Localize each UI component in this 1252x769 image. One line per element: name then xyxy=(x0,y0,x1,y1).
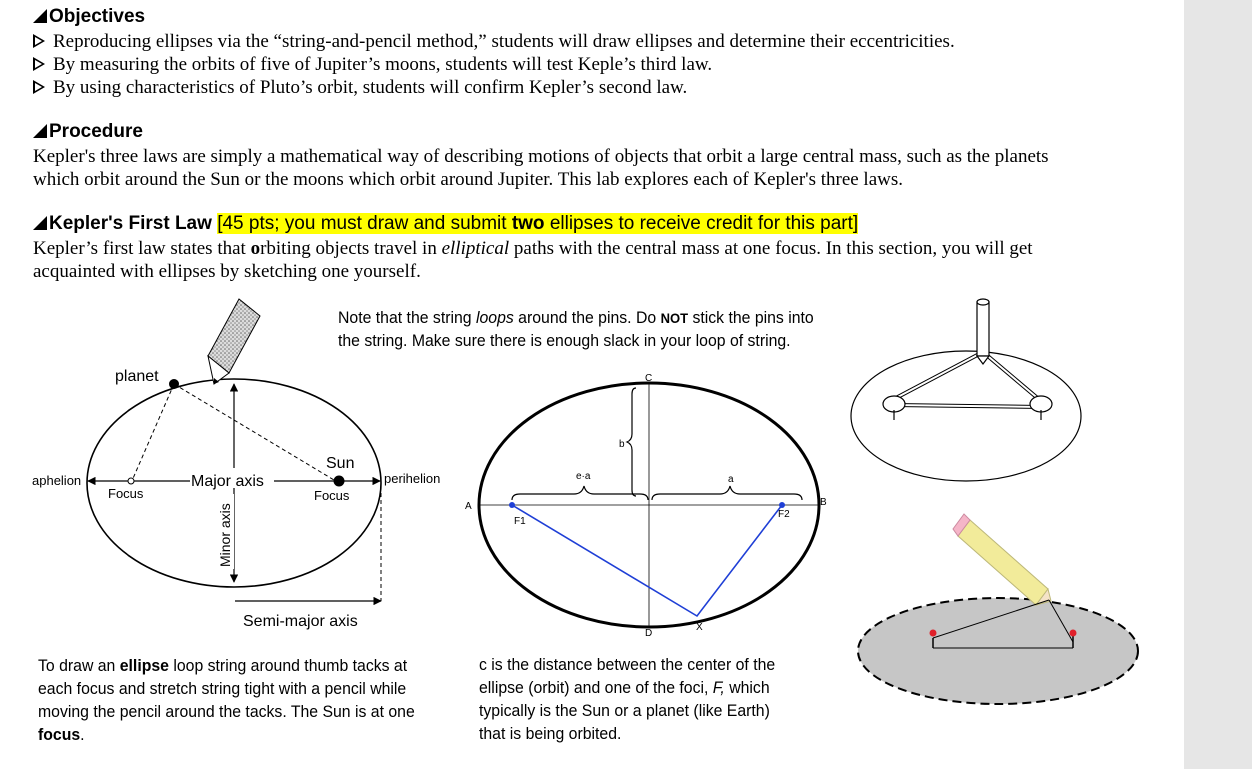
text-run-italic: elliptical xyxy=(441,238,510,259)
first-law-heading xyxy=(33,213,858,235)
caption-right-line xyxy=(479,676,770,699)
text-run: paths with the central mass at one focus. In this section, you will get xyxy=(509,238,1033,259)
caption-right-line: c is the distance between the center of the xyxy=(479,655,776,674)
label-a: a xyxy=(728,474,734,485)
label-ea: e·a xyxy=(576,471,591,482)
heading-triangle-icon xyxy=(33,216,47,230)
caption-left-line xyxy=(38,654,407,677)
text-run-bold: focus xyxy=(38,725,81,744)
caption-left-line xyxy=(38,723,85,746)
pencil-icon xyxy=(953,514,1051,605)
first-law-line xyxy=(33,237,1033,260)
text-run: rbiting objects travel in xyxy=(260,238,442,259)
caption-left-line: moving the pencil around the tacks. The Sun is at one xyxy=(38,702,415,721)
label-D: D xyxy=(645,628,653,639)
ellipse-parameters-diagram xyxy=(460,366,840,646)
bullet-triangle-icon xyxy=(33,34,45,48)
label-b: b xyxy=(619,439,625,450)
objective-item xyxy=(33,53,712,76)
label-F1: F1 xyxy=(514,516,526,527)
label-c: C xyxy=(645,373,653,384)
label-B: B xyxy=(820,497,827,508)
label-A: A xyxy=(465,501,472,512)
text-run: which xyxy=(724,678,770,697)
focus-f1-point xyxy=(509,502,515,508)
label-perihelion: perihelion xyxy=(384,471,441,486)
text-run: ellipse (orbit) and one of the foci, xyxy=(479,678,713,697)
objective-item xyxy=(33,30,955,53)
pencil-drawing-illustration xyxy=(856,505,1146,715)
label-aphelion: aphelion xyxy=(32,473,82,488)
label-planet: planet xyxy=(115,368,159,385)
label-focus-right: Focus xyxy=(314,488,350,503)
text-run: around the pins. Do xyxy=(513,308,661,327)
text-run: . xyxy=(80,725,85,744)
caption-right-line: typically is the Sun or a planet (like Earth) xyxy=(479,701,770,720)
ellipse-foci-diagram xyxy=(28,296,458,636)
text-run: Note that the string xyxy=(338,308,476,327)
label-minor-axis: Minor axis xyxy=(217,503,233,567)
tack-stand-illustration xyxy=(846,294,1086,484)
text-run-bold: ellipse xyxy=(119,656,169,675)
note-line: the string. Make sure there is enough slack in your loop of string. xyxy=(338,331,791,350)
first-law-heading-text: Kepler's First Law xyxy=(49,213,212,234)
focus-point xyxy=(128,478,134,484)
objective-text: Reproducing ellipses via the “string-and-pencil method,” students will draw ellipses and determine their eccentricities. xyxy=(53,31,955,52)
focus-f2-point xyxy=(779,502,785,508)
text-run: To draw an xyxy=(38,656,120,675)
label-focus-left: Focus xyxy=(108,486,144,501)
text-run: stick the pins into xyxy=(688,308,814,327)
bullet-triangle-icon xyxy=(33,57,45,71)
text-run-italic: loops xyxy=(475,308,514,327)
label-X: X xyxy=(696,622,703,633)
label-major-axis: Major axis xyxy=(191,473,264,490)
objectives-heading-text: Objectives xyxy=(49,6,146,27)
bullet-triangle-icon xyxy=(33,80,45,94)
highlight-bold-text: two xyxy=(511,213,545,234)
pencil-icon xyxy=(208,299,260,384)
objective-item xyxy=(33,76,687,99)
text-run-bold: o xyxy=(250,238,261,259)
objective-text: By measuring the orbits of five of Jupiter’s moons, students will test Keple’s third law. xyxy=(53,54,713,75)
procedure-line: which orbit around the Sun or the moons which orbit around Jupiter. This lab explores each of Kepler's three laws. xyxy=(33,169,904,190)
credit-highlight xyxy=(217,213,858,234)
text-run: Kepler’s first law states that xyxy=(33,238,251,259)
label-semi-major-axis: Semi-major axis xyxy=(243,613,358,630)
first-law-line: acquainted with ellipses by sketching one yourself. xyxy=(33,261,421,282)
text-run-bold: NOT xyxy=(660,310,689,326)
text-run-italic: F, xyxy=(712,678,725,697)
tack-point xyxy=(1070,630,1077,637)
objective-text: By using characteristics of Pluto’s orbit, students will confirm Kepler’s second law. xyxy=(53,77,688,98)
highlight-text: [45 pts; you must draw and submit xyxy=(217,213,512,234)
caption-left-line: each focus and stretch string tight with a pencil while xyxy=(38,679,407,698)
heading-triangle-icon xyxy=(33,9,47,23)
planet-point xyxy=(169,379,179,389)
highlight-text: ellipses to receive credit for this part] xyxy=(544,213,859,234)
procedure-heading xyxy=(33,121,143,143)
procedure-heading-text: Procedure xyxy=(49,121,143,142)
heading-triangle-icon xyxy=(33,124,47,138)
caption-right-line: that is being orbited. xyxy=(479,724,622,743)
text-run: loop string around thumb tacks at xyxy=(168,656,408,675)
label-sun: Sun xyxy=(326,455,355,472)
objectives-heading xyxy=(33,6,145,28)
right-scroll-gutter[interactable] xyxy=(1184,0,1252,769)
label-F2: F2 xyxy=(778,509,790,520)
procedure-line: Kepler's three laws are simply a mathematical way of describing motions of objects that orbit a large central mass, such as the planets xyxy=(33,146,1049,167)
sun-point xyxy=(334,476,345,487)
tack-point xyxy=(930,630,937,637)
